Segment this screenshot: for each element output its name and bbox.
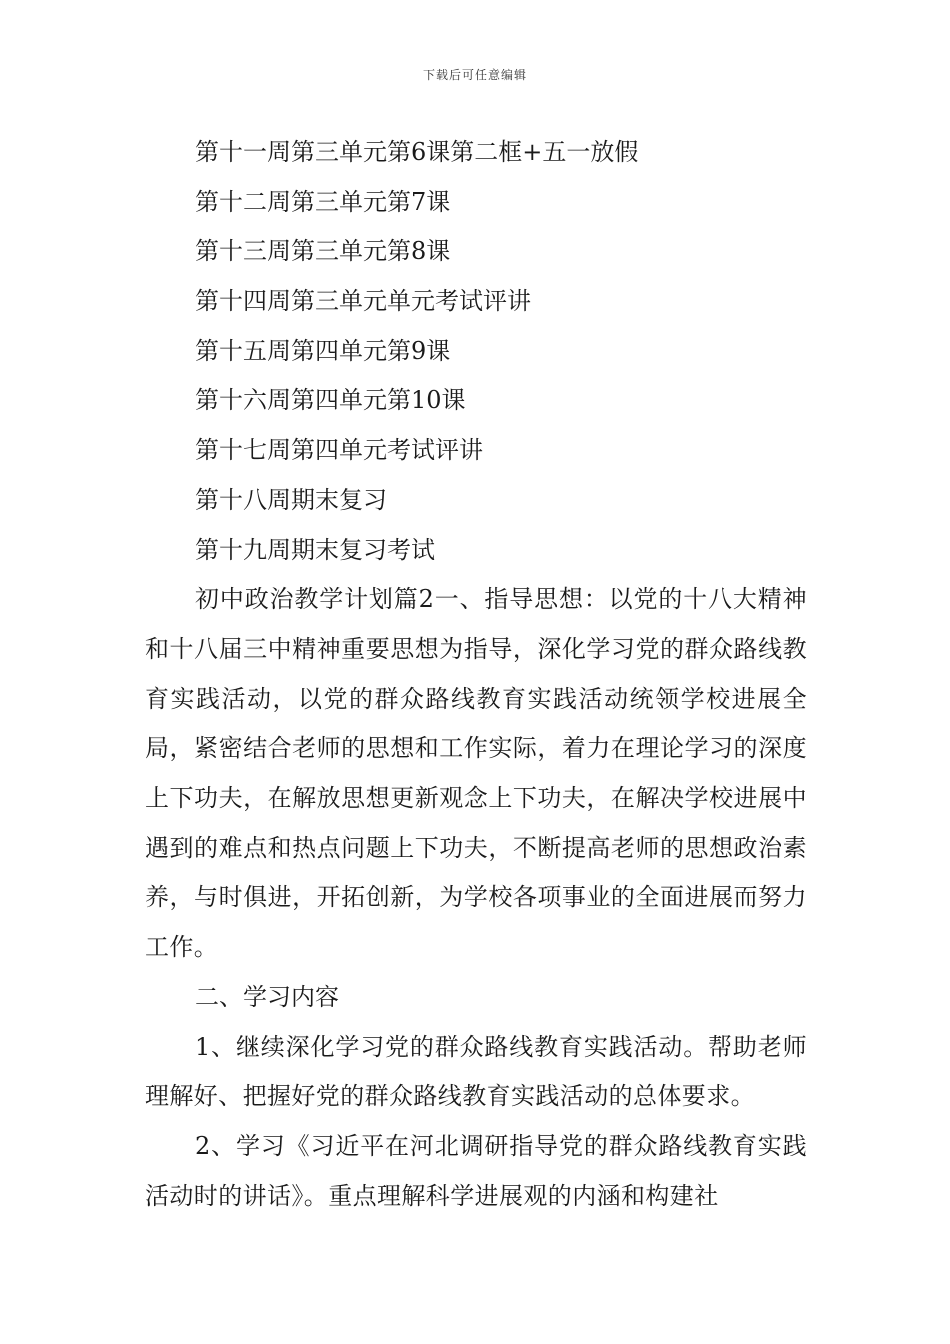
- schedule-line-week-11: 第十一周第三单元第6课第二框+五一放假: [195, 138, 639, 166]
- header-note: 下载后可任意编辑: [422, 68, 527, 82]
- schedule-line-week-13: 第十三周第三单元第8课: [195, 237, 451, 266]
- study-item-1: 1、继续深化学习党的群众路线教育实践活动。帮助老师理解好、把握好党的群众路线教育实践活动的总体要求。: [145, 1032, 807, 1111]
- document-body: [145, 128, 807, 1221]
- study-item-2: 2、学习《习近平在河北调研指导党的群众路线教育实践活动时的讲话》。重点理解科学进展观的内涵和构建社: [145, 1131, 807, 1210]
- schedule-line-week-19: 第十九周期末复习考试: [195, 535, 435, 564]
- schedule-line-week-17: 第十七周第四单元考试评讲: [195, 436, 483, 465]
- schedule-line-week-12: 第十二周第三单元第7课: [195, 187, 451, 216]
- schedule-line-week-16: 第十六周第四单元第10课: [195, 386, 466, 415]
- schedule-line-week-15: 第十五周第四单元第9课: [195, 336, 451, 365]
- schedule-line-week-18: 第十八周期末复习: [195, 485, 387, 514]
- schedule-line-week-14: 第十四周第三单元单元考试评讲: [195, 287, 531, 316]
- guiding-thought-paragraph: 初中政治教学计划篇2一、指导思想：以党的十八大精神和十八届三中精神重要思想为指导，深化学习党的群众路线教育实践活动，以党的群众路线教育实践活动统领学校进展全局，紧密结合老师的思想和工作实际，着力在理论学习的深度上下功夫，在解放思想更新观念上下功夫，在解决学校进展中遇到的难点和热点问题上下功夫，不断提高老师的思想政治素养，与时俱进，开拓创新，为学校各项事业的全面进展而努力工作。: [145, 585, 807, 962]
- section-heading-study-content: 二、学习内容: [195, 982, 339, 1011]
